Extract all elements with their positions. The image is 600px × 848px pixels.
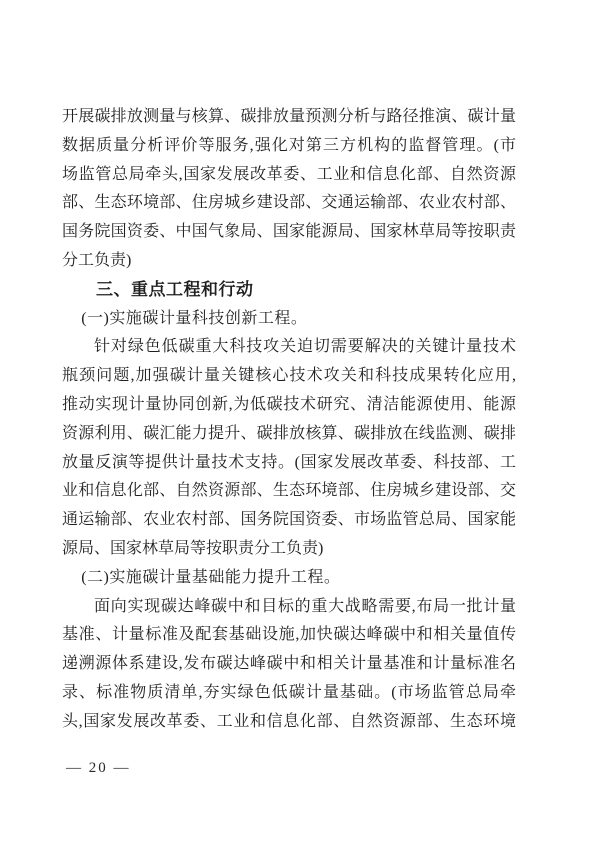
text-line: 基准、计量标准及配套基础设施,加快碳达峰碳中和相关量值传 [62,626,516,644]
document-body [62,103,516,737]
text-line: 头,国家发展改革委、工业和信息化部、自然资源部、生态环境 [62,712,516,730]
page-number: — 20 — [66,760,131,776]
text-line: 开展碳排放测量与核算、碳排放量预测分析与路径推演、碳计量 [62,108,516,125]
paragraph [62,103,516,276]
text-line: 场监管总局牵头,国家发展改革委、工业和信息化部、自然资源 [62,165,516,183]
text-line: 瓶颈问题,加强碳计量关键核心技术攻关和科技成果转化应用, [62,367,516,385]
text-line: 部、生态环境部、住房城乡建设部、交通运输部、农业农村部、 [62,194,516,212]
text-line: (二)实施碳计量基础能力提升工程。 [81,568,341,586]
text-line: 数据质量分析评价等服务,强化对第三方机构的监督管理。(市 [62,136,516,154]
text-line: 通运输部、农业农村部、国务院国资委、市场监管总局、国家能 [62,511,516,529]
text-line: 面向实现碳达峰碳中和目标的重大战略需要,布局一批计量 [94,597,516,615]
text-line: 资源利用、碳汇能力提升、碳排放核算、碳排放在线监测、碳排 [62,424,516,442]
text-line: 放量反演等提供计量技术支持。(国家发展改革委、科技部、工 [62,453,516,471]
text-line: 国务院国资委、中国气象局、国家能源局、国家林草局等按职责 [62,223,516,241]
section-heading [62,276,516,305]
text-line: 业和信息化部、自然资源部、生态环境部、住房城乡建设部、交 [62,482,516,500]
subsection-heading [62,305,516,334]
text-line: 推动实现计量协同创新,为低碳技术研究、清洁能源使用、能源 [62,395,516,413]
paragraph [62,593,516,737]
text-line: 源局、国家林草局等按职责分工负责) [62,539,324,557]
text-line: (一)实施碳计量科技创新工程。 [81,309,308,327]
text-line: 分工负责) [62,251,132,269]
text-line: 递溯源体系建设,发布碳达峰碳中和相关计量基准和计量标准名 [62,655,516,673]
subsection-heading [62,564,516,593]
text-line: 录、标准物质清单,夯实绿色低碳计量基础。(市场监管总局牵 [62,683,516,701]
text-line: 三、重点工程和行动 [96,279,254,299]
paragraph [62,333,516,563]
text-line: 针对绿色低碳重大科技攻关迫切需要解决的关键计量技术 [94,338,516,356]
